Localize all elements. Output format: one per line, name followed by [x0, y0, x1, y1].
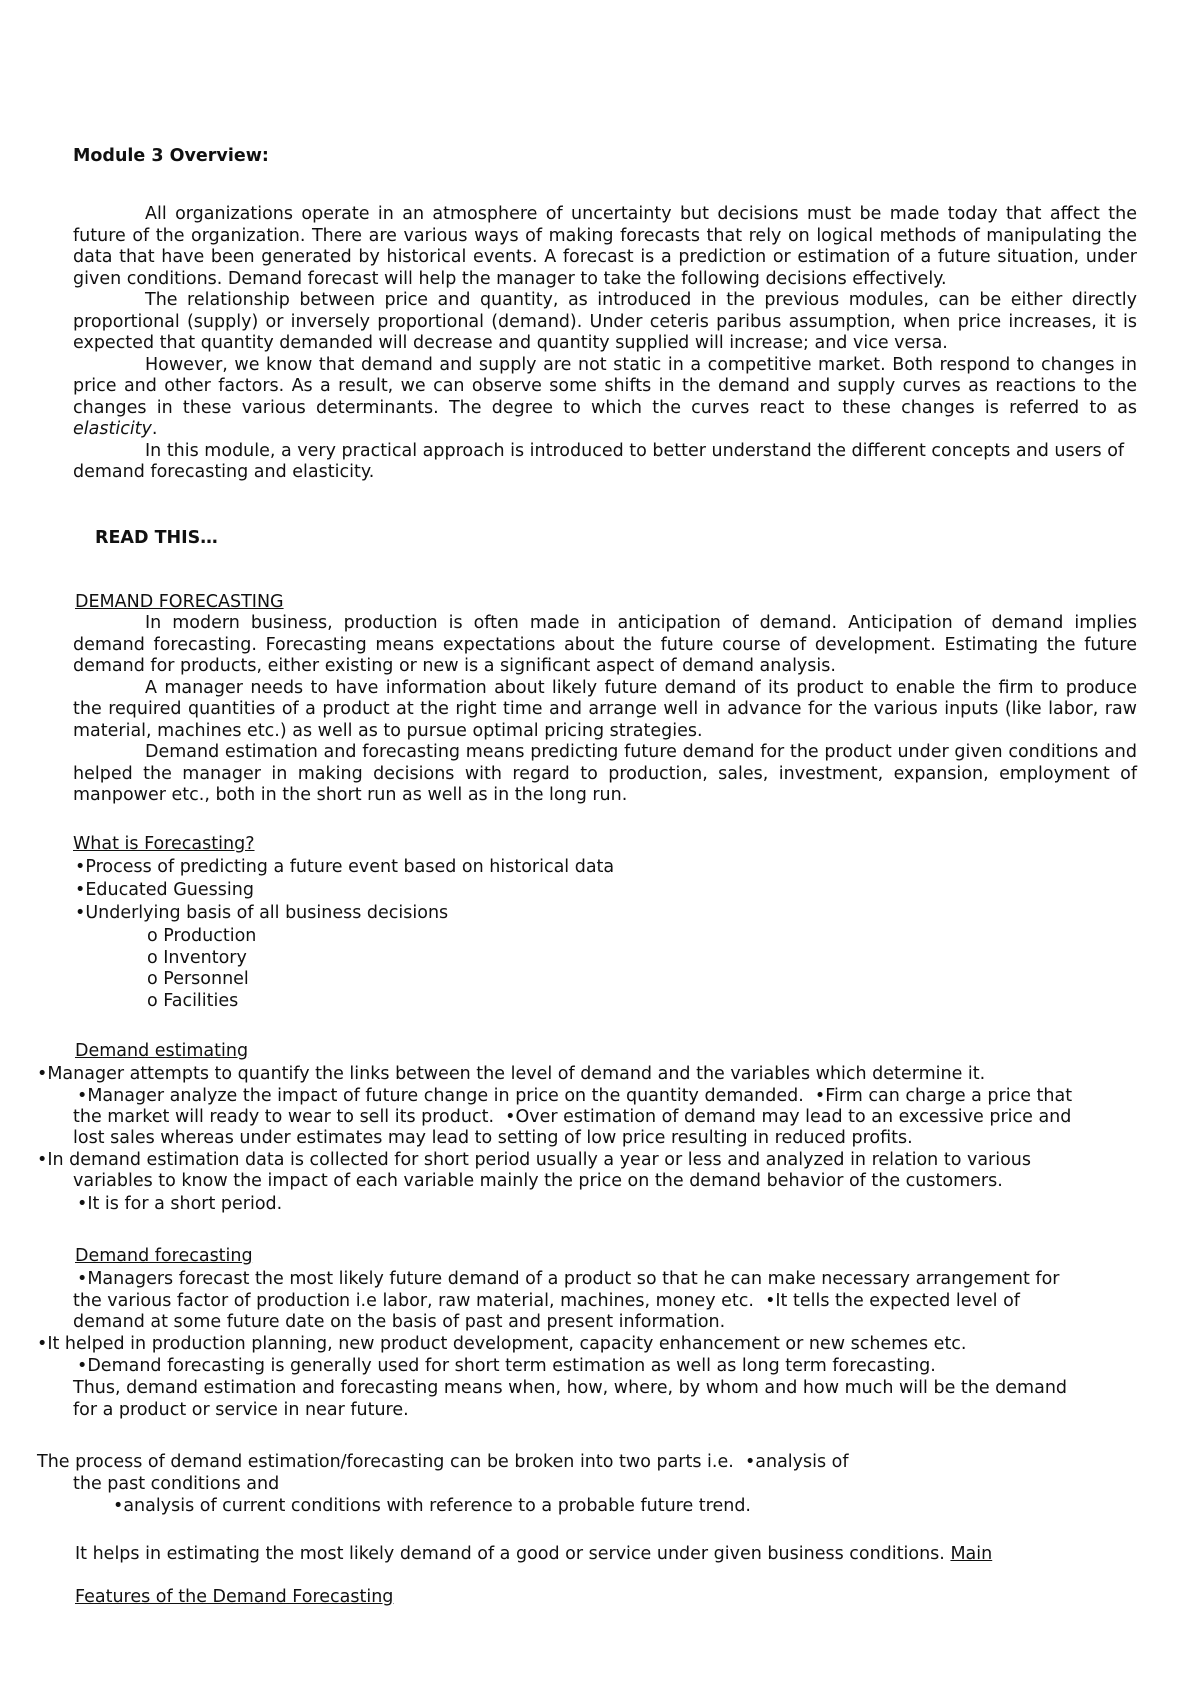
estimating-line-3	[73, 1107, 1071, 1129]
estimating-line-2	[77, 1086, 1072, 1108]
what-is-forecasting-heading: What is Forecasting?	[73, 834, 255, 854]
overview-paragraph-1: All organizations operate in an atmosphere of uncertainty but decisions must be made today that affect the future of the organization. There are various ways of making forecasts that rely on logical methods of manipulating the data that have been generated by historical events. A forecast is a prediction or estimation of a future situation, under given conditions. Demand forecast will help the manager to take the following decisions effectively.	[73, 204, 1137, 289]
main-features-link-part: Main	[950, 1544, 993, 1564]
closing-line	[75, 1544, 992, 1566]
demand-forecasting-heading: DEMAND FORECASTING	[75, 592, 284, 612]
period: .	[151, 419, 158, 439]
estimating-line-6: variables to know the impact of each variable mainly the price on the demand behavior of the customers.	[73, 1171, 1003, 1191]
demand-forecasting-subheading: Demand forecasting	[75, 1246, 253, 1266]
estimating-line-4: lost sales whereas under estimates may lead to setting of low price resulting in reduced profits.	[73, 1128, 913, 1148]
forecasting-line-2	[73, 1291, 1020, 1313]
sub-list-item: o Personnel	[147, 969, 249, 989]
estimating-line-5: • In demand estimation data is collected for short period usually a year or less and analyzed in relation to various	[37, 1150, 1137, 1172]
process-line-2: the past conditions and	[73, 1474, 280, 1494]
estimating-line-7: • It is for a short period.	[77, 1194, 282, 1216]
overview-paragraph-2: The relationship between price and quantity, as introduced in the previous modules, can be either directly proportional (supply) or inversely proportional (demand). Under ceteris paribus assumption, when price increases, it is expected that quantity demanded will decrease and quantity supplied will increase; and vice versa.	[73, 290, 1137, 353]
overview-paragraph-3-text: However, we know that demand and supply are not static in a competitive market. Both respond to changes in price and other factors. As a result, we can observe some shifts in the demand and supply curves as reactions to the changes in these various determinants. The degree to which the curves react to these changes is referred to as	[73, 354, 1137, 418]
estimating-text: the market will ready to wear to sell its product.	[73, 1107, 495, 1127]
sub-list-item: o Facilities	[147, 990, 239, 1011]
forecasting-line-4: • It helped in production planning, new product development, capacity enhancement or new schemes etc.	[37, 1334, 967, 1356]
list-item: • Process of predicting a future event based on historical data	[75, 857, 614, 880]
process-text: The process of demand estimation/forecasting can be broken into two parts i.e.	[37, 1452, 734, 1472]
overview-body	[73, 204, 1137, 484]
list-item: • Underlying basis of all business decisions	[75, 903, 614, 926]
forecasting-line-5: • Demand forecasting is generally used for short term estimation as well as long term forecasting.	[77, 1356, 936, 1378]
process-line-3: • analysis of current conditions with reference to a probable future trend.	[113, 1496, 751, 1518]
demand-forecasting-body	[73, 613, 1137, 807]
forecasting-item: • It tells the expected level of	[765, 1291, 1020, 1311]
estimating-item: • Firm can charge a price that	[815, 1086, 1072, 1106]
sub-list-item: o Production	[147, 926, 257, 946]
df-paragraph-1: In modern business, production is often made in anticipation of demand. Anticipation of demand implies demand forecasting. Forecasting means expectations about the future course of development. Estimating the future demand for products, either existing or new is a significant aspect of demand analysis.	[73, 613, 1137, 676]
overview-paragraph-4: In this module, a very practical approach is introduced to better understand the different concepts and users of demand forecasting and elasticity.	[73, 440, 1125, 482]
decision-sub-list	[147, 926, 256, 1012]
elasticity-term: elasticity	[73, 419, 152, 439]
estimating-line-1: • Manager attempts to quantify the links between the level of demand and the variables which determine it.	[37, 1064, 985, 1086]
forecasting-line-7: for a product or service in near future.	[73, 1400, 409, 1420]
forecasting-text: the various factor of production i.e labor, raw material, machines, money etc.	[73, 1291, 754, 1311]
features-heading: Features of the Demand Forecasting	[75, 1587, 394, 1607]
forecasting-line-3: demand at some future date on the basis of past and present information.	[73, 1312, 726, 1332]
estimating-item: • Over estimation of demand may lead to an excessive price and	[505, 1107, 1071, 1127]
demand-estimating-heading: Demand estimating	[75, 1041, 249, 1061]
df-paragraph-2: A manager needs to have information about likely future demand of its product to enable the firm to produce the required quantities of a product at the right time and arrange well in advance for the various inputs (like labor, raw material, machines etc.) as well as to pursue optimal pricing strategies.	[73, 677, 1137, 741]
df-paragraph-3: Demand estimation and forecasting means predicting future demand for the product under given conditions and helped the manager in making decisions with regard to production, sales, investment, expansion, employment of manpower etc., both in the short run as well as in the long run.	[73, 742, 1137, 805]
what-is-forecasting-list	[75, 857, 614, 926]
closing-text: It helps in estimating the most likely demand of a good or service under given business conditions.	[75, 1544, 945, 1564]
module-overview-title: Module 3 Overview:	[73, 146, 269, 166]
forecasting-line-1: • Managers forecast the most likely future demand of a product so that he can make necessary arrangement for	[77, 1269, 1059, 1291]
estimating-item: • Manager analyze the impact of future change in price on the quantity demanded.	[77, 1086, 804, 1106]
process-line-1	[37, 1452, 849, 1474]
sub-list-item: o Inventory	[147, 947, 247, 968]
list-item: • Educated Guessing	[75, 880, 614, 903]
process-item: • analysis of	[745, 1452, 849, 1472]
read-this-heading: READ THIS…	[95, 528, 218, 548]
overview-paragraph-3	[73, 355, 1137, 441]
forecasting-line-6: Thus, demand estimation and forecasting means when, how, where, by whom and how much will be the demand	[73, 1378, 1068, 1398]
